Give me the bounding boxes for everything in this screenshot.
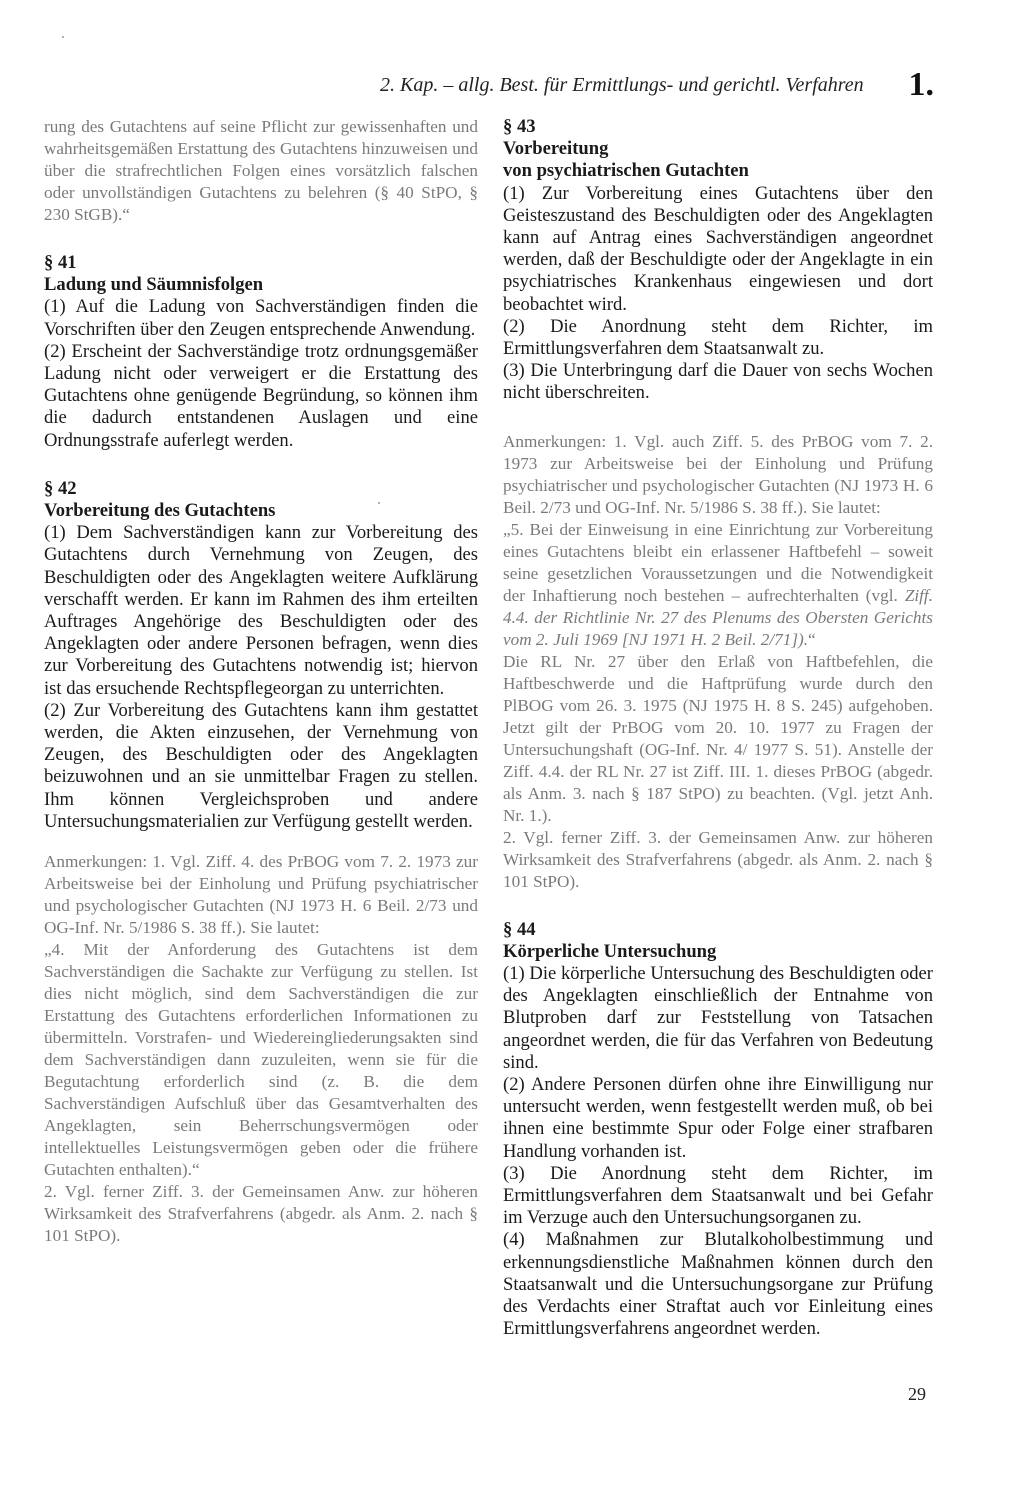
section-43-para-2: (2) Die Anordnung steht dem Richter, im Ermittlungsverfahren dem Staatsanwalt zu. [503, 315, 933, 360]
section-42-para-1: (1) Dem Sachverständigen kann zur Vorbereitung des Gutachtens durch Vernehmung von Zeugen, des Beschuldigten oder des Angeklagten weitere Aufklärung verschafft werden. Er kann im Rahmen des ihm erteilten Auftrages Angehörige des Beschuldigten oder des Angeklagten oder andere Personen befragen, wenn dies zur Vorbereitung des Gutachtens notwendig ist; hiervon ist das ersuchende Rechtspflegeorgan zu unterrichten. [44, 522, 478, 699]
section-44-title: Körperliche Untersuchung [503, 940, 717, 962]
section-43-note-2-close: “ [808, 629, 816, 649]
section-43-title-line-2: von psychiatrischen Gutachten [503, 160, 749, 182]
section-44-para-2: (2) Andere Personen dürfen ohne ihre Einwilligung nur untersucht werden, wenn festgestellt werden muß, ob bei ihnen eine bestimmte Spur oder Folge einer strafbaren Handlung vorhanden ist. [503, 1074, 933, 1162]
running-title: 2. Kap. – allg. Best. für Ermittlungs- und gerichtl. Verfahren [380, 74, 864, 96]
section-42-note-2: „4. Mit der Anforderung des Gutachtens ist dem Sachverständigen die Sachakte zur Verfügung zu stellen. Ist dies nicht möglich, sind dem Sachverständigen die zur Erstattung des Gutachtens erforderlichen Informationen zu übermitteln. Vorstrafen- und Wiedereingliederungsakten sind dem Sachverständigen dann zuzuleiten, wenn sie für die Begutachtung erforderlich sind (z. B. die dem Sachverständigen Aufschluß über das Gesamtverhalten des Angeklagten, sein Beherrschungsvermögen oder intellektuelles Leistungsvermögen geben oder die frühere Gutachten enthalten).“ [44, 940, 478, 1180]
running-header [380, 66, 940, 104]
section-42-para-2: (2) Zur Vorbereitung des Gutachtens kann ihm gestattet werden, die Akten einzusehen, der Vernehmung von Zeugen, des Beschuldigten oder des Angeklagten beizuwohnen und an sie unmittelbar Fragen zu stellen. Ihm können Vergleichsproben und andere Untersuchungsmaterialien zur Verfügung gestellt werden. [44, 699, 478, 832]
section-43-note-1: Anmerkungen: 1. Vgl. auch Ziff. 5. des PrBOG vom 7. 2. 1973 zur Arbeitsweise bei der Einholung und Prüfung psychiatrischer und psychologischer Gutachten (NJ 1973 H. 6 Beil. 2/73 und OG-Inf. Nr. 5/1986 S. 38 ff.). Sie lautet: [503, 431, 933, 517]
section-44-number: § 44 [503, 918, 536, 940]
section-43-note-2-citation: Ziff. 4.4. der Richtlinie Nr. 27 des Plenums des Obersten Gerichts vom 2. Juli 1969 [NJ 1971 H. 2 Beil. 2/71]). [503, 585, 934, 649]
section-43-para-1: (1) Zur Vorbereitung eines Gutachtens über den Geisteszustand des Beschuldigten oder des Angeklagten kann auf Antrag eines Sachverständigen angeordnet werden, daß der Beschuldigte oder der Angeklagte in ein psychiatrisches Krankenhaus eingewiesen und dort beobachtet wird. [503, 182, 933, 315]
left-column [44, 116, 478, 1247]
section-44-para-1: (1) Die körperliche Untersuchung des Beschuldigten oder des Angeklagten einschließlich der Entnahme von Blutproben darf zur Feststellung von Tatsachen angeordnet werden, die für das Verfahren von Bedeutung sind. [503, 963, 933, 1073]
section-42-title: Vorbereitung des Gutachtens [44, 500, 276, 522]
section-43-note-3: Die RL Nr. 27 über den Erlaß von Haftbefehlen, die Haftbeschwerde und die Haftprüfung wurde durch den PlBOG vom 26. 3. 1975 (NJ 1975 H. 8 S. 245) aufgehoben. Jetzt gilt der PrBOG vom 20. 10. 1977 zu Fragen der Untersuchungshaft (OG-Inf. Nr. 4/ 1977 S. 51). Anstelle der Ziff. 4.4. der RL Nr. 27 ist Ziff. III. 1. dieses PrBOG (abgedr. als Anm. 3. nach § 187 StPO) zu beachten. (Vgl. jetzt Anh. Nr. 1.). [503, 651, 933, 825]
section-41-para-2: (2) Erscheint der Sachverständige trotz ordnungsgemäßer Ladung nicht oder verweigert er die Erstattung des Gutachtens ohne genügende Begründung, so können ihm die dadurch entstandenen Auslagen und eine Ordnungsstrafe auferlegt werden. [44, 340, 478, 451]
right-column [503, 116, 933, 1341]
chapter-number: 1. [908, 66, 934, 103]
section-43-title-line-1: Vorbereitung [503, 138, 609, 160]
section-43-para-3: (3) Die Unterbringung darf die Dauer von sechs Wochen nicht überschreiten. [503, 360, 933, 404]
section-41-para-1: (1) Auf die Ladung von Sachverständigen finden die Vorschriften über den Zeugen entsprechende Anwendung. [44, 296, 478, 340]
section-43-note-2 [503, 519, 933, 651]
section-43-note-2-text: „5. Bei der Einweisung in eine Einrichtung zur Vorbereitung eines Gutachtens bleibt ein erlassener Haftbefehl – soweit seine gesetzlichen Voraussetzungen und die Notwendigkeit der Inhaftierung noch bestehen – aufrechterhalten (vgl. [503, 519, 933, 605]
section-42-note-1: Anmerkungen: 1. Vgl. Ziff. 4. des PrBOG vom 7. 2. 1973 zur Arbeitsweise bei der Einholung und Prüfung psychiatrischer und psychologischer Gutachten (NJ 1973 H. 6 Beil. 2/73 und OG-Inf. Nr. 5/1986 S. 38 ff.). Sie lautet: [44, 852, 478, 938]
section-44-para-3: (3) Die Anordnung steht dem Richter, im Ermittlungsverfahren dem Staatsanwalt und bei Gefahr im Verzuge auch den Untersuchungsorganen zu. [503, 1162, 933, 1229]
intro-note: rung des Gutachtens auf seine Pflicht zur gewissenhaften und wahrheitsgemäßen Erstattung des Gutachtens hinzuweisen und über die strafrechtlichen Folgen eines vorsätzlich falschen oder unvollständigen Gutachtens zu belehren (§ 40 StPO, § 230 StGB).“ [44, 117, 478, 224]
section-42-note-3: 2. Vgl. ferner Ziff. 3. der Gemeinsamen Anw. zur höheren Wirksamkeit des Strafverfahrens (abgedr. als Anm. 2. nach § 101 StPO). [44, 1182, 478, 1246]
section-42-number: § 42 [44, 477, 77, 499]
section-44-para-4: (4) Maßnahmen zur Blutalkoholbestimmung und erkennungsdienstliche Maßnahmen können durch den Staatsanwalt und die Untersuchungsorgane zur Prüfung des Verdachts einer Straftat auch vor Einleitung eines Ermittlungsverfahrens angeordnet werden. [503, 1229, 933, 1340]
section-41-title: Ladung und Säumnisfolgen [44, 274, 264, 296]
section-43-note-4: 2. Vgl. ferner Ziff. 3. der Gemeinsamen Anw. zur höheren Wirksamkeit des Strafverfahrens (abgedr. als Anm. 2. nach § 101 StPO). [503, 827, 933, 891]
section-43-number: § 43 [503, 116, 536, 137]
scan-speck [62, 36, 64, 38]
section-41-number: § 41 [44, 252, 77, 273]
page-number: 29 [908, 1384, 926, 1404]
